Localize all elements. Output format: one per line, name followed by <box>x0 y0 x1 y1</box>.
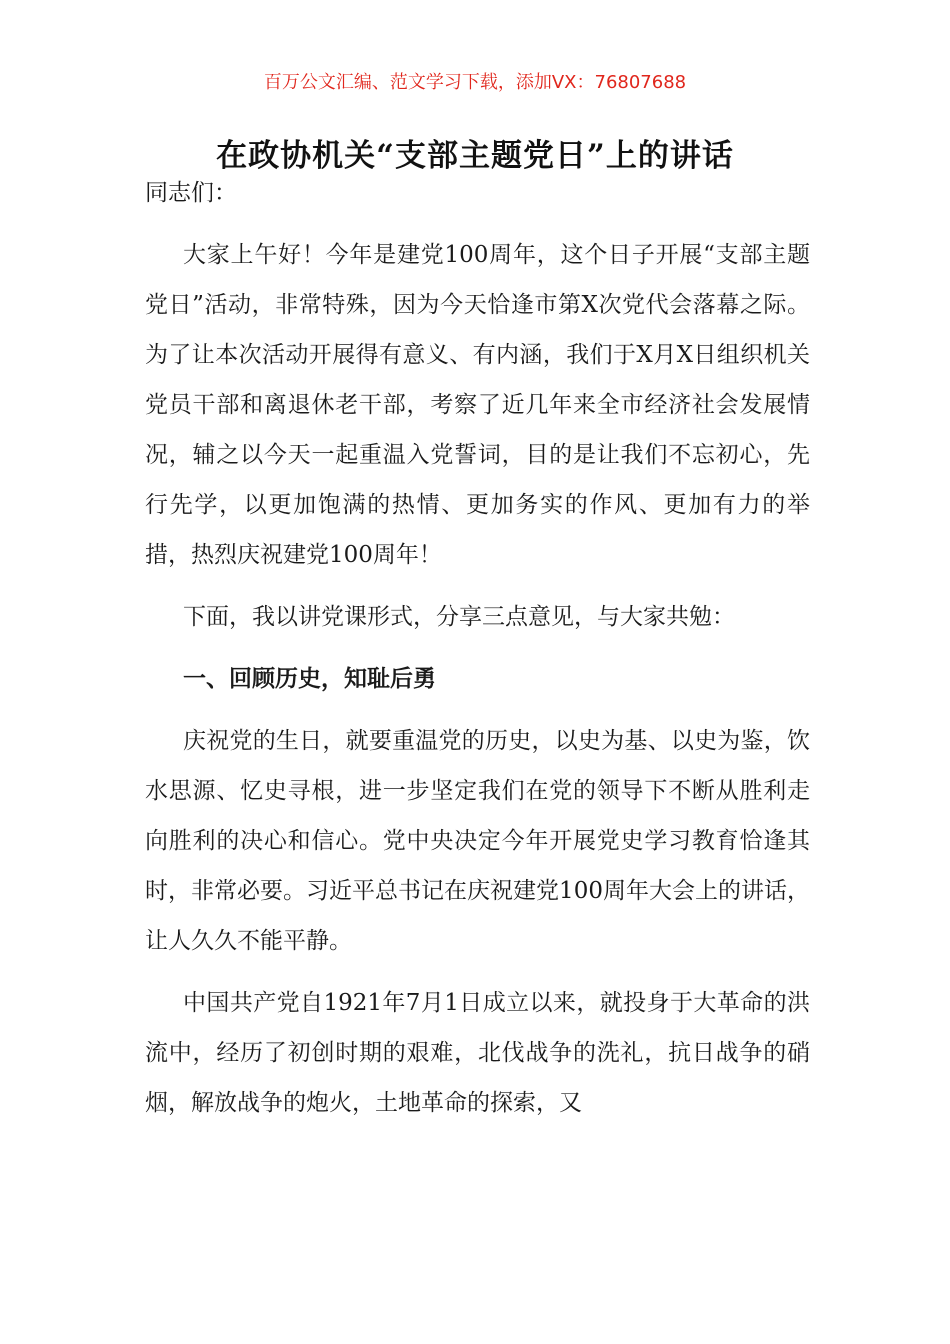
section-heading: 一、回顾历史，知耻后勇 <box>183 666 436 692</box>
paragraph: 下面，我以讲党课形式，分享三点意见，与大家共勉： <box>183 604 735 630</box>
paragraph: 庆祝党的生日，就要重温党的历史，以史为基、以史为鉴，饮水思源、忆史寻根，进一步坚定我们在党的领导下不断从胜利走向胜利的决心和信心。党中央决定今年开展党史学习教育恰逢其时，非常必要。习近平总书记在庆祝建党100周年大会上的讲话，让人久久不能平静。 <box>145 728 810 954</box>
paragraph: 大家上午好！今年是建党100周年，这个日子开展“支部主题党日”活动，非常特殊，因为今天恰逢市第X次党代会落幕之际。为了让本次活动开展得有意义、有内涵，我们于X月X日组织机关党员干部和离退休老干部，考察了近几年来全市经济社会发展情况，辅之以今天一起重温入党誓词，目的是让我们不忘初心，先行先学，以更加饱满的热情、更加务实的作风、更加有力的举措，热烈庆祝建党100周年！ <box>145 242 810 568</box>
header-note: 百万公文汇编、范文学习下载，添加VX：76807688 <box>263 72 687 93</box>
document-body <box>145 168 810 1140</box>
greeting: 同志们： <box>145 180 237 206</box>
page-title: 在政协机关“支部主题党日”上的讲话 <box>216 138 734 174</box>
paragraph: 中国共产党自1921年7月1日成立以来，就投身于大革命的洪流中，经历了初创时期的艰难，北伐战争的洗礼，抗日战争的硝烟，解放战争的炮火，土地革命的探索，又 <box>145 990 810 1116</box>
